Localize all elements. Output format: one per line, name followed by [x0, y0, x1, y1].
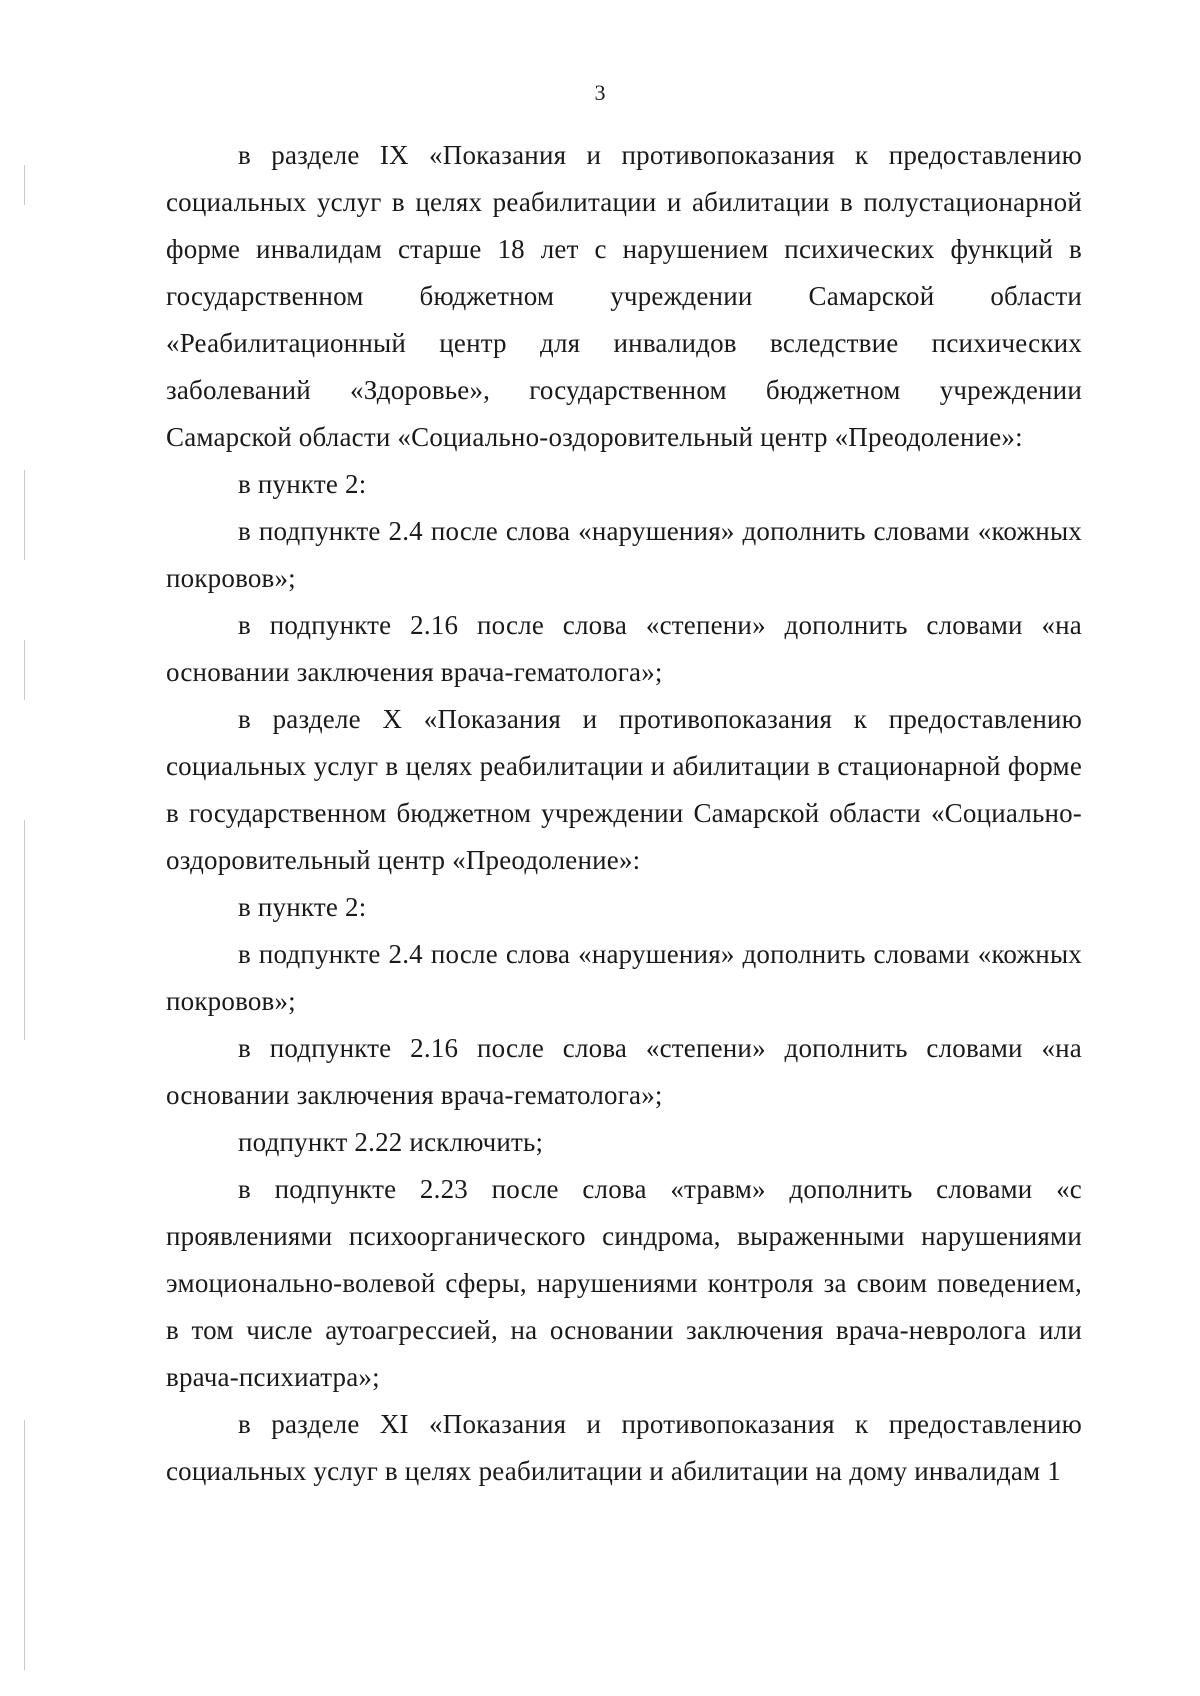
paragraph: в подпункте 2.16 после слова «степени» дополнить словами «на основании заключения врача-гематолога»; — [166, 610, 1082, 687]
scan-edge-mark — [24, 1420, 25, 1670]
paragraph: в подпункте 2.4 после слова «нарушения» дополнить словами «кожных покровов»; — [166, 939, 1082, 1016]
paragraph: в пункте 2: — [238, 469, 367, 499]
document-body — [166, 132, 1082, 1495]
paragraph: в разделе XI «Показания и противопоказания к предоставлению социальных услуг в целях реабилитации и абилитации на дому инвалидам 1 — [166, 1409, 1082, 1486]
page-number: 3 — [594, 80, 606, 105]
scan-edge-mark — [24, 470, 25, 560]
paragraph: в подпункте 2.23 после слова «травм» дополнить словами «с проявлениями психоорганического синдрома, выраженными нарушениями эмоционально-волевой сферы, нарушениями контроля за своим поведением, в том числе аутоагрессией, на основании заключения врача-невролога или врача-психиатра»; — [166, 1174, 1082, 1392]
scan-edge-mark — [24, 640, 25, 700]
paragraph: в подпункте 2.4 после слова «нарушения» дополнить словами «кожных покровов»; — [166, 516, 1082, 593]
paragraph: в разделе X «Показания и противопоказания к предоставлению социальных услуг в целях реабилитации и абилитации в стационарной форме в государственном бюджетном учреждении Самарской области «Социально-оздоровительный центр «Преодоление»: — [166, 704, 1082, 875]
scan-edge-mark — [24, 165, 25, 205]
paragraph: в разделе IX «Показания и противопоказания к предоставлению социальных услуг в целях реабилитации и абилитации в полустационарной форме инвалидам старше 18 лет с нарушением психических функций в государственном бюджетном учреждении Самарской области «Реабилитационный центр для инвалидов вследствие психических заболеваний «Здоровье», государственном бюджетном учреждении Самарской области «Социально-оздоровительный центр «Преодоление»: — [166, 140, 1082, 452]
paragraph: в пункте 2: — [238, 892, 367, 922]
scan-edge-mark — [24, 820, 25, 1040]
paragraph: в подпункте 2.16 после слова «степени» дополнить словами «на основании заключения врача-гематолога»; — [166, 1033, 1082, 1110]
paragraph: подпункт 2.22 исключить; — [238, 1127, 544, 1157]
